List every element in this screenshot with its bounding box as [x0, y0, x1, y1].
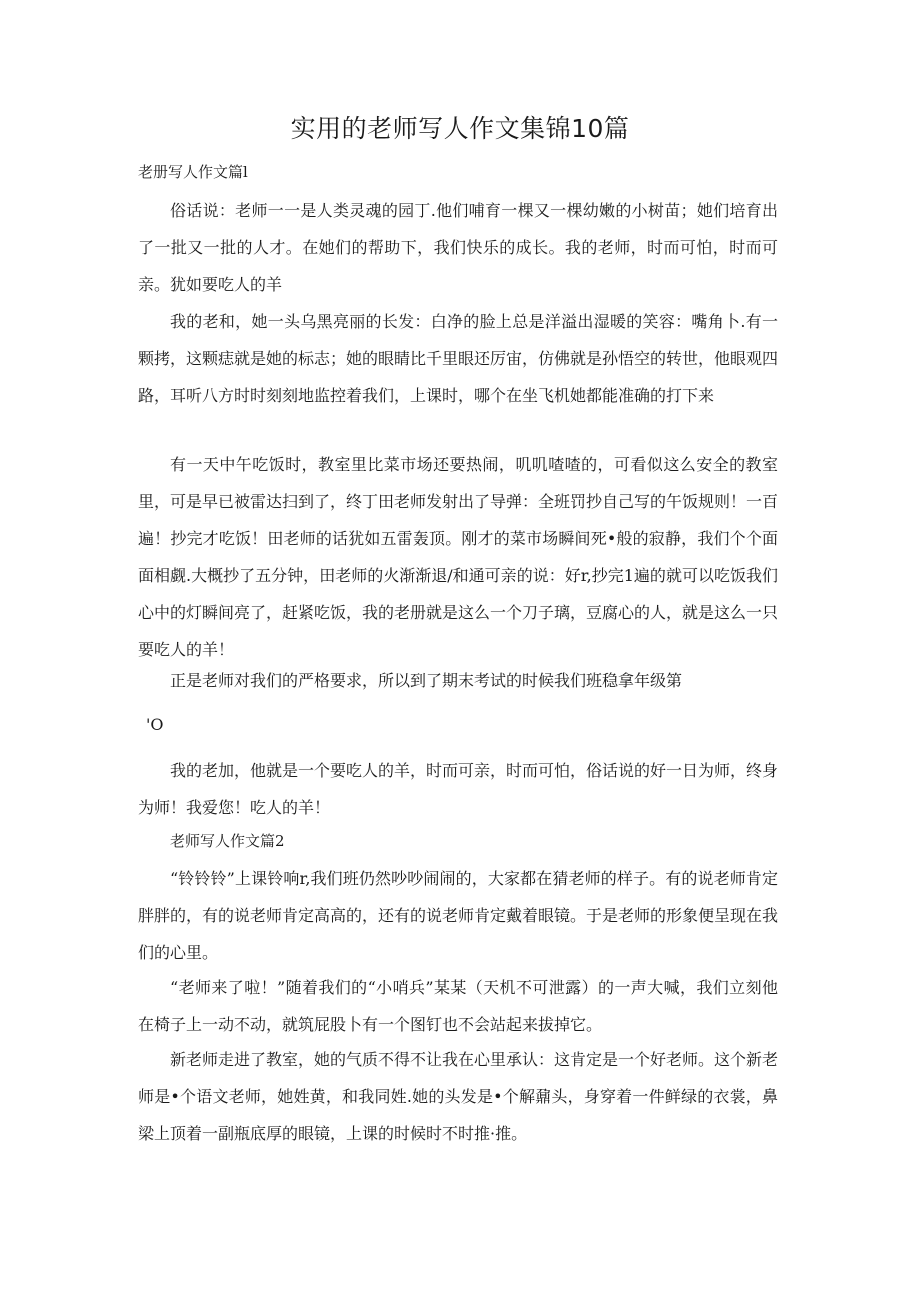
paragraph: 我的老和，她一头乌黑亮丽的长发：白净的脸上总是洋溢出湿暖的笑容：嘴角卜.有一颗拷，这颗痣就是她的标志；她的眼睛比千里眼还厉宙，仿佛就是孙悟空的转世，他眼观四路，耳听八方时时刻刻地监控着我们，上课时，哪个在坐飞机她都能准确的打下来: [138, 312, 779, 405]
section-heading-1: 老册写人作文篇l: [138, 163, 248, 181]
paragraph: 新老师走进了教室，她的气质不得不让我在心里承认：这肯定是一个好老师。这个新老师是•个语文老师，她姓黄，和我同姓.她的头发是•个解鼐头，身穿着一件鲜绿的衣裳，鼻梁上顶着一副瓶底厚的眼镜，上课的时候时不时推·推。: [138, 1050, 779, 1143]
paragraph: “铃铃铃”上课铃响r,我们班仍然吵吵闹闹的，大家都在猜老师的样子。有的说老师肯定胖胖的，有的说老师肯定高高的，还有的说老师肯定戴着眼镜。于是老师的形象便呈现在我们的心里。: [138, 869, 779, 962]
section-heading-2: 老师写人作文篇2: [170, 832, 285, 850]
paragraph: 正是老师对我们的严格要求，所以到了期末考试的时候我们班稳拿年级第: [170, 671, 683, 690]
document-title: 实用的老师写人作文集锦10篇: [290, 114, 630, 143]
paragraph: 有一天中午吃饭时，教室里比菜市场还要热闹，叽叽喳喳的，可看似这么安全的教室里，可是早已被雷达扫到了，终丁田老师发射出了导弹：全班罚抄自己写的午饭规则！一百遍！抄完才吃饭！田老师的话犹如五雷轰顶。刚才的菜市场瞬间死•般的寂静，我们个个面面相觑.大概抄了五分钟，田老师的火渐渐退/和通可亲的说：好r,抄完1遍的就可以吃饭我们心中的灯瞬间亮了，赶紧吃饭，我的老册就是这么一个刀子璃，豆腐心的人，就是这么一只要吃人的羊！: [138, 455, 779, 659]
paragraph: 我的老加，他就是一个要吃人的羊，时而可亲，时而可怕，俗话说的好一日为师，终身为师！我爱您！吃人的羊！: [138, 761, 779, 817]
paragraph: 俗话说：老师一一是人类灵魂的园丁.他们哺育一棵又一棵幼嫩的小树苗；她们培育出了一批又一批的人才。在她们的帮助下，我们快乐的成长。我的老师，时而可怕，时而可亲。犹如要吃人的羊: [138, 201, 778, 294]
paragraph: 'O: [146, 715, 164, 734]
paragraph: “老师来了啦！”随着我们的“小哨兵”某某（天机不可泄露）的一声大喊，我们立刻他在椅子上一动不动，就筑屁股卜有一个图钉也不会站起来拔掉它。: [138, 978, 778, 1034]
